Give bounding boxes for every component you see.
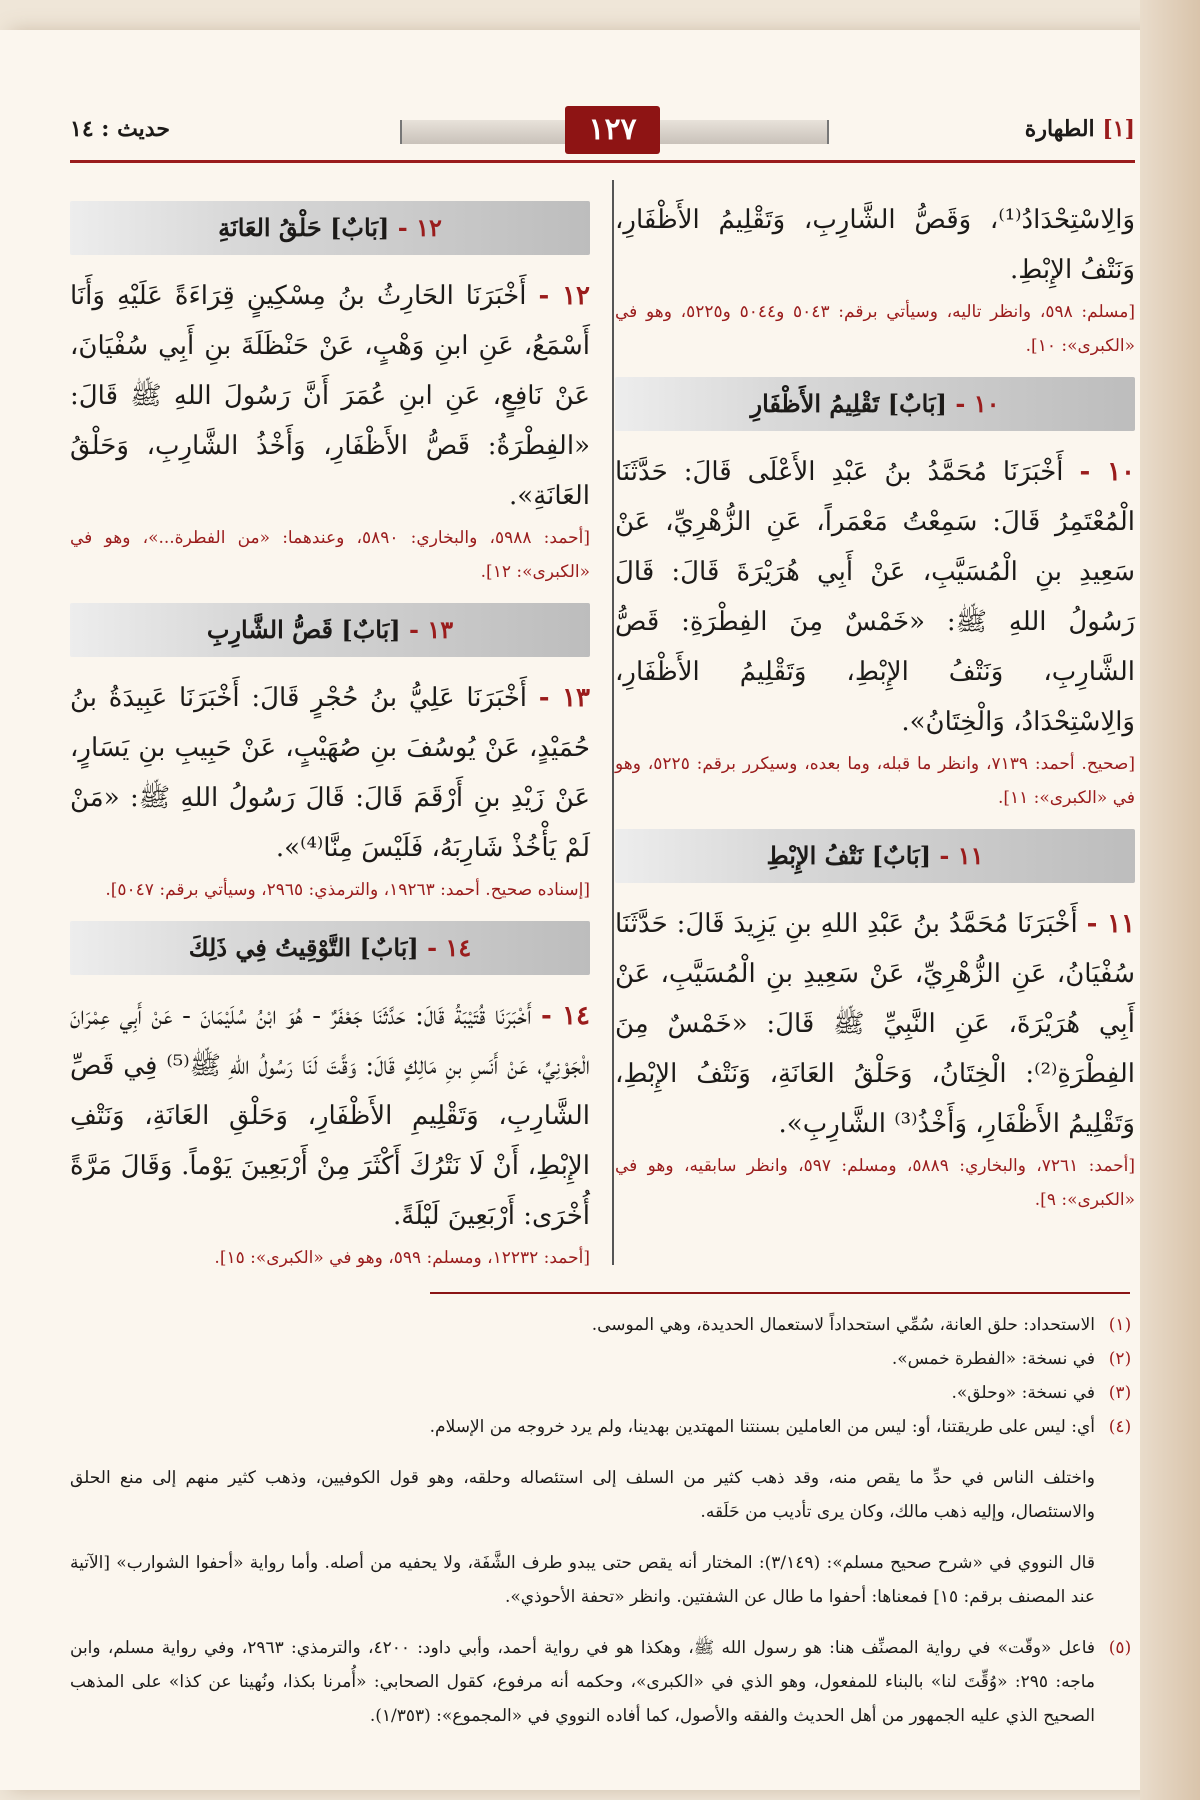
hadith-10-reference: [صحيح. أحمد: ٧١٣٩، وانظر ما قبله، وما بعده، وسيكرر برقم: ٥٢٢٥، وهو في «الكبرى»: ١١]. (615, 754, 1135, 808)
footnote-1-number: (١) (1108, 1315, 1132, 1335)
footnote-1 (70, 1308, 1135, 1342)
chapter-heading (1025, 116, 1135, 142)
footnote-2 (70, 1342, 1135, 1376)
chapter-10-number: ١٠ - (955, 389, 1000, 418)
footnote-5-text: فاعل «وقّت» في رواية المصنِّف هنا: هو رسول الله ﷺ، وهكذا هو في رواية أحمد، وأبي داود: ٤٢٠٠، والترمذي: ٢٩٦٣، وفي رواية مسلم، وابن ماجه: ٢٩٥: «وُقِّتَ لنا» بالبناء للمفعول، وهو الذي في «الكبرى»، وحكمه أنه مرفوع، كقول الصحابي: «أُمرنا بكذا، ونُهينا عن كذا» على المذهب الصحيح الذي عليه الجمهور من أهل الحديث والفقه والأصول، كما أفاده النووي في «المجموع»: (١/٣٥٣). (70, 1638, 1096, 1726)
book-page (0, 30, 1175, 1790)
chapter-10-heading (615, 377, 1135, 431)
chapter-number: [١] (1102, 116, 1135, 142)
continued-reference: [مسلم: ٥٩٨، وانظر تاليه، وسيأتي برقم: ٥٠٤٣ و٥٠٤٤ و٥٢٢٥، وهو في «الكبرى»: ١٠]. (615, 302, 1136, 356)
chapter-13-number: ١٣ - (409, 615, 454, 644)
footnote-4-continuation-1: واختلف الناس في حدِّ ما يقص منه، وقد ذهب كثير من السلف إلى استئصاله وحلقه، وهو قول الكوفيين، وذهب كثير منهم إلى منع الحلق والاستئصال، وإليه ذهب مالك، وكان يرى تأديب من حَلَقه. (70, 1468, 1095, 1522)
chapter-11-title: [بَابٌ] نَتْفُ الإِبْطِ (766, 841, 932, 870)
hadith-13-text: أَخْبَرَنَا عَلِيُّ بنُ حُجْرٍ قَالَ: أَخْبَرَنَا عَبِيدَةُ بنُ حُمَيْدٍ، عَنْ يُوسُفَ بنِ صُهَيْبٍ، عَنْ حَبِيبِ بنِ يَسَارٍ، عَنْ زَيْدِ بنِ أَرْقَمَ قَالَ: قَالَ رَسُولُ اللهِ ﷺ: «مَنْ لَمْ يَأْخُذْ شَارِبَهُ، فَلَيْسَ مِنَّا⁽⁴⁾». (70, 683, 590, 863)
footnote-2-text: في نسخة: «الفطرة خمس». (891, 1349, 1095, 1369)
hadith-12 (70, 271, 590, 521)
chapter-12-heading (70, 201, 590, 255)
footnote-4 (70, 1410, 1135, 1444)
hadith-14 (70, 991, 590, 1241)
hadith-12-number: ١٢ - (538, 281, 590, 311)
hadith-12-reference: [أحمد: ٥٩٨٨، والبخاري: ٥٨٩٠، وعندهما: «من الفطرة...»، وهو في «الكبرى»: ١٢]. (70, 528, 591, 582)
header-rule (70, 160, 1135, 163)
chapter-14-title: [بَابٌ] التَّوْقِيتُ فِي ذَلِكَ (188, 933, 419, 962)
chapter-13-heading (70, 603, 590, 657)
hadith-counter: حديث : ١٤ (70, 116, 170, 142)
hadith-10 (615, 447, 1135, 747)
chapter-14-heading (70, 921, 590, 975)
chapter-11-number: ١١ - (939, 841, 984, 870)
footnote-rule (430, 1292, 1130, 1294)
hadith-10-text: أَخْبَرَنَا مُحَمَّدُ بنُ عَبْدِ الأَعْلَى قَالَ: حَدَّثَنَا الْمُعْتَمِرُ قَالَ: سَمِعْتُ مَعْمَراً، عَنِ الزُّهْرِيِّ، عَنْ سَعِيدِ بنِ الْمُسَيَّبِ، عَنْ أَبِي هُرَيْرَةَ قَالَ: قَالَ رَسُولُ اللهِ ﷺ: «خَمْسٌ مِنَ الفِطْرَةِ: قَصُّ الشَّارِبِ، وَنَتْفُ الإِبْطِ، وَتَقْلِيمُ الأَظْفَارِ، وَالِاسْتِحْدَادُ، وَالْخِتَانُ». (615, 457, 1135, 737)
page-number: ١٢٧ (565, 106, 660, 154)
hadith-11-number: ١١ - (1086, 909, 1136, 939)
footnote-5-number: (٥) (1108, 1638, 1132, 1658)
hadith-11-text: أَخْبَرَنَا مُحَمَّدُ بنُ عَبْدِ اللهِ بنِ يَزِيدَ قَالَ: حَدَّثَنَا سُفْيَانُ، عَنِ الزُّهْرِيِّ، عَنْ سَعِيدِ بنِ الْمُسَيَّبِ، عَنْ أَبِي هُرَيْرَةَ، عَنِ النَّبِيِّ ﷺ قَالَ: «خَمْسٌ مِنَ الفِطْرَةِ⁽²⁾: الْخِتَانُ، وَحَلْقُ العَانَةِ، وَنَتْفُ الإِبْطِ، وَتَقْلِيمُ الأَظْفَارِ، وَأَخْذُ⁽³⁾ الشَّارِبِ». (615, 909, 1135, 1139)
footnote-1-text: الاستحداد: حلق العانة، سُمِّي استحداداً لاستعمال الحديدة، وهي الموسى. (591, 1315, 1095, 1335)
chapter-12-number: ١٢ - (397, 213, 442, 242)
hadith-13-reference: [إسناده صحيح. أحمد: ١٩٢٦٣، والترمذي: ٢٩٦٥، وسيأتي برقم: ٥٠٤٧]. (105, 880, 590, 900)
chapter-12-title: [بَابٌ] حَلْقُ العَانَةِ (218, 213, 390, 242)
hadith-10-number: ١٠ - (1079, 457, 1135, 487)
hadith-11 (615, 899, 1135, 1149)
footnote-4-text: أي: ليس على طريقتنا، أو: ليس من العاملين بسنتنا المهتدين بهدينا، ولم يرد خروجه من الإسلام. (429, 1417, 1095, 1437)
book-binding (1140, 0, 1200, 1800)
hadith-14-reference: [أحمد: ١٢٢٣٢، ومسلم: ٥٩٩، وهو في «الكبرى»: ١٥]. (214, 1248, 590, 1268)
hadith-13 (70, 673, 590, 873)
footnote-2-number: (٢) (1108, 1349, 1132, 1369)
footnote-4-continuation-2: قال النووي في «شرح صحيح مسلم»: (٣/١٤٩): المختار أنه يقص حتى يبدو طرف الشَّفَة، ولا يحفيه من أصله. وأما رواية «أحفوا الشوارب» [الآتية عند المصنف برقم: ١٥] فمعناها: أحفوا ما طال عن الشفتين. وانظر «تحفة الأحوذي». (70, 1553, 1095, 1607)
footnote-5 (70, 1631, 1135, 1733)
chapter-11-heading (615, 829, 1135, 883)
footnote-3-text: في نسخة: «وحلق». (951, 1383, 1095, 1403)
chapter-10-title: [بَابٌ] تَقْلِيمُ الأَظْفَارِ (750, 389, 948, 418)
hadith-12-text: أَخْبَرَنَا الحَارِثُ بنُ مِسْكِينٍ قِرَاءَةً عَلَيْهِ وَأَنَا أَسْمَعُ، عَنِ ابنِ وَهْبٍ، عَنْ حَنْظَلَةَ بنِ أَبِي سُفْيَانَ، عَنْ نَافِعٍ، عَنِ ابنِ عُمَرَ أَنَّ رَسُولَ اللهِ ﷺ قَالَ: «الفِطْرَةُ: قَصُّ الأَظْفَارِ، وَأَخْذُ الشَّارِبِ، وَحَلْقُ العَانَةِ». (70, 281, 590, 511)
page-header (70, 88, 1135, 158)
continued-text: وَالِاسْتِحْدَادُ⁽¹⁾، وَقَصُّ الشَّارِبِ، وَتَقْلِيمُ الأَظْفَارِ، وَنَتْفُ الإِبْطِ. (615, 205, 1135, 285)
hadith-11-reference: [أحمد: ٧٢٦١، والبخاري: ٥٨٨٩، ومسلم: ٥٩٧، وانظر سابقيه، وهو في «الكبرى»: ٩]. (615, 1156, 1136, 1210)
footnote-3-number: (٣) (1108, 1383, 1132, 1403)
chapter-title: الطهارة (1024, 116, 1095, 142)
footnote-3 (70, 1376, 1135, 1410)
column-divider (612, 180, 614, 1265)
chapter-13-title: [بَابٌ] قَصُّ الشَّارِبِ (206, 615, 401, 644)
hadith-14-number: ١٤ - (540, 1001, 591, 1031)
hadith-14-text: أَخْبَرَنَا قُتَيْبَةُ قَالَ: حَدَّثَنَا جَعْفَرٌ - هُوَ ابْنُ سُلَيْمَانَ - عَنْ أَبِي عِمْرَانَ الْجَوْنِيِّ، عَنْ أَنَسِ بنِ مَالِكٍ قَالَ: وَقَّتَ لَنَا رَسُولُ اللهِ ﷺ⁽⁵⁾ فِي قَصِّ الشَّارِبِ، وَتَقْلِيمِ الأَظْفَارِ، وَحَلْقِ العَانَةِ، وَنَتْفِ الإِبْطِ، أَنْ لَا نَتْرُكَ أَكْثَرَ مِنْ أَرْبَعِينَ يَوْماً. وَقَالَ مَرَّةً أُخْرَى: أَرْبَعِينَ لَيْلَةً. (70, 1001, 591, 1231)
hadith-13-number: ١٣ - (538, 683, 591, 713)
left-column (70, 195, 591, 1268)
chapter-14-number: ١٤ - (427, 933, 472, 962)
footnote-4-number: (٤) (1108, 1417, 1132, 1437)
footnotes (70, 1308, 1135, 1733)
right-column (615, 195, 1135, 1250)
